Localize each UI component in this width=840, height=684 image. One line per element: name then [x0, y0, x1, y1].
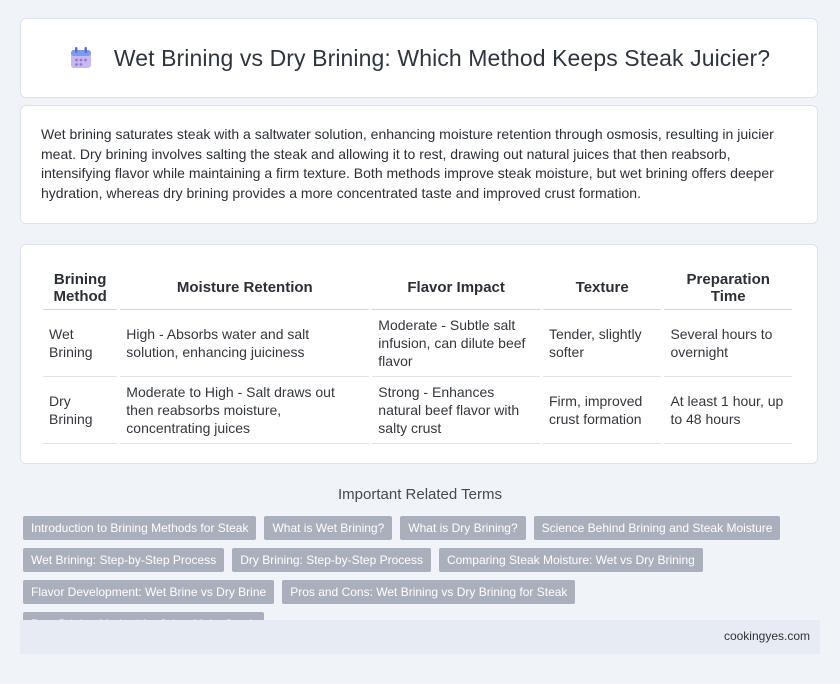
related-term-tag[interactable]: What is Wet Brining?	[264, 516, 392, 540]
table-header-row	[43, 265, 792, 310]
page-title: Wet Brining vs Dry Brining: Which Method Keeps Steak Juicier?	[113, 44, 771, 71]
related-term-tag[interactable]: Comparing Steak Moisture: Wet vs Dry Brining	[439, 548, 703, 572]
column-header: Moisture Retention	[120, 265, 369, 310]
table-cell: Firm, improved crust formation	[543, 377, 661, 444]
related-term-tag[interactable]: Flavor Development: Wet Brine vs Dry Brine	[23, 580, 274, 604]
related-terms-heading: Important Related Terms	[338, 486, 502, 503]
table-row	[43, 310, 792, 377]
table-cell: Wet Brining	[43, 310, 117, 377]
table-cell: Moderate to High - Salt draws out then reabsorbs moisture, concentrating juices	[120, 377, 369, 444]
column-header: Flavor Impact	[372, 265, 540, 310]
related-term-tag[interactable]: Introduction to Brining Methods for Steak	[23, 516, 256, 540]
table-cell: Strong - Enhances natural beef flavor with salty crust	[372, 377, 540, 444]
related-term-tag[interactable]: Science Behind Brining and Steak Moisture	[534, 516, 781, 540]
related-term-tag[interactable]: What is Dry Brining?	[400, 516, 525, 540]
calendar-icon	[68, 45, 94, 71]
column-header: Brining Method	[43, 265, 117, 310]
table-cell: Tender, slightly softer	[543, 310, 661, 377]
column-header: Preparation Time	[664, 265, 792, 310]
column-header: Texture	[543, 265, 661, 310]
table-cell: High - Absorbs water and salt solution, enhancing juiciness	[120, 310, 369, 377]
comparison-table-card	[20, 244, 818, 464]
site-name[interactable]: cookingyes.com	[723, 629, 810, 643]
header-card	[20, 18, 818, 98]
intro-card	[20, 105, 818, 224]
table-cell: Dry Brining	[43, 377, 117, 444]
table-cell: Moderate - Subtle salt infusion, can dilute beef flavor	[372, 310, 540, 377]
table-row	[43, 377, 792, 444]
related-term-tag[interactable]: Pros and Cons: Wet Brining vs Dry Brining for Steak	[282, 580, 575, 604]
comparison-table	[40, 265, 795, 444]
table-cell: Several hours to overnight	[664, 310, 792, 377]
footer	[20, 620, 820, 654]
related-term-tag[interactable]: Wet Brining: Step-by-Step Process	[23, 548, 224, 572]
intro-paragraph: Wet brining saturates steak with a saltwater solution, enhancing moisture retention through osmosis, resulting in juicier meat. Dry brining involves salting the steak and allowing it to rest, drawing out natural juices that then reabsorb, intensifying flavor while maintaining a firm texture. Both methods improve steak moisture, but wet brining offers deeper hydration, whereas dry brining provides a more concentrated taste and improved crust formation.	[41, 126, 774, 201]
table-cell: At least 1 hour, up to 48 hours	[664, 377, 792, 444]
related-term-tag[interactable]: Dry Brining: Step-by-Step Process	[232, 548, 431, 572]
related-terms-list	[23, 516, 823, 636]
